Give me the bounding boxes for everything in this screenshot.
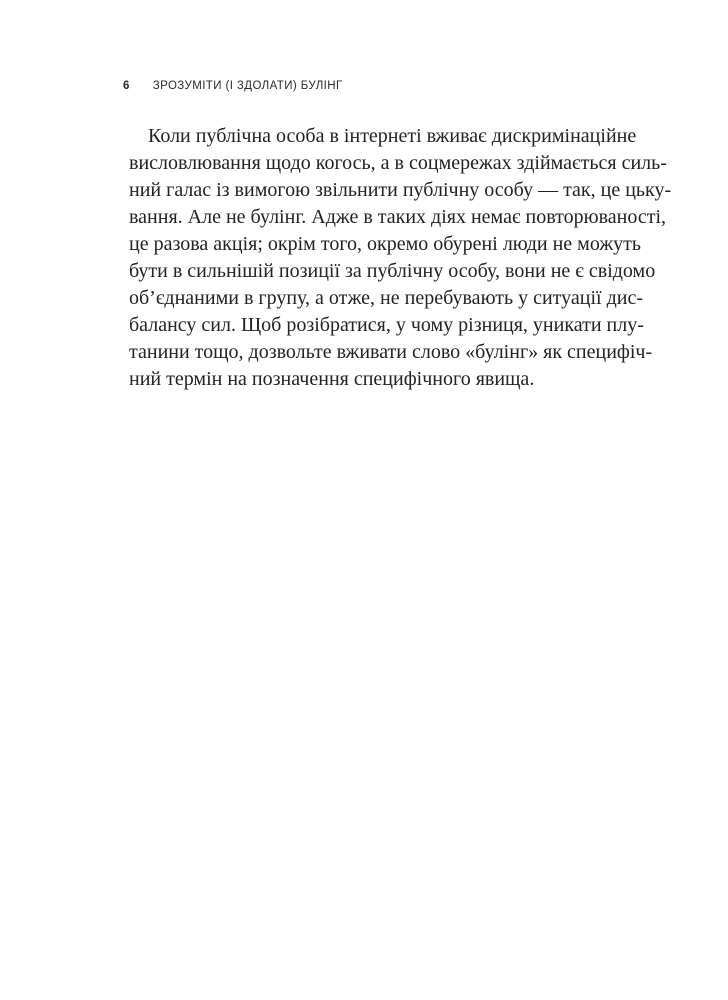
paragraph-line: об’єднаними в групу, а отже, не перебувають у ситуації дис-: [129, 287, 644, 309]
body-paragraph: [129, 123, 672, 393]
book-title: ЗРОЗУМІТИ (І ЗДОЛАТИ) БУЛІНГ: [152, 80, 343, 92]
paragraph-line: бути в сильнішій позиції за публічну особу, вони не є свідомо: [129, 260, 656, 282]
paragraph-line: балансу сил. Щоб розібратися, у чому різниця, уникати плу-: [129, 314, 644, 336]
paragraph-line: вання. Але не булінг. Адже в таких діях немає повторюваності,: [129, 206, 667, 228]
paragraph-line: танини тощо, дозвольте вживати слово «булінг» як специфіч-: [129, 341, 653, 363]
paragraph-line: ний галас із вимогою звільнити публічну особу — так, це цьку-: [129, 179, 672, 201]
running-head: [123, 77, 343, 95]
paragraph-line: це разова акція; окрім того, окремо обурені люди не можуть: [129, 233, 642, 255]
paragraph-line: ний термін на позначення специфічного явища.: [129, 368, 535, 390]
paragraph-line: Коли публічна особа в інтернеті вживає дискримінаційне: [148, 125, 637, 147]
page-number: 6: [123, 80, 130, 92]
paragraph-line: висловлювання щодо когось, а в соцмережах здіймається силь-: [129, 152, 667, 174]
